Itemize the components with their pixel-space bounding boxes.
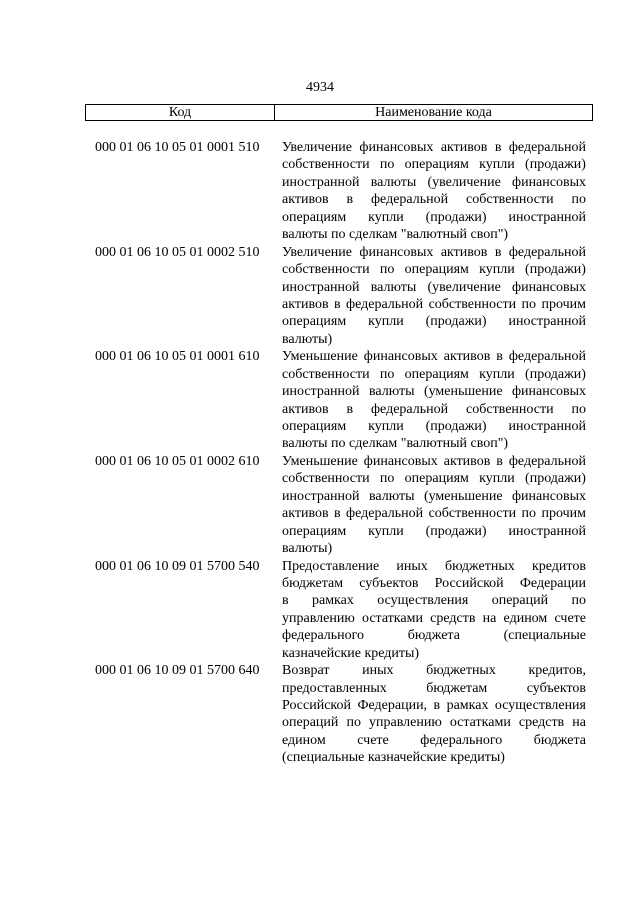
row-name-line: казначейские кредиты) — [282, 645, 420, 661]
column-header-name: Наименование кода — [375, 105, 492, 120]
row-name-line: собственности по операциям купли (продажи) — [282, 262, 586, 278]
row-name-line: иностранной валюты (уменьшение финансовых — [282, 488, 586, 504]
row-name-line: активов в федеральной собственности по — [282, 192, 586, 208]
table-row — [95, 558, 590, 663]
row-name-line: операций по управлению остатками средств на — [282, 715, 586, 731]
table-row — [95, 662, 590, 767]
row-name — [282, 662, 586, 767]
row-name-line: в рамках осуществления операций по — [282, 593, 586, 609]
table-header — [85, 104, 593, 121]
table-row — [95, 244, 590, 349]
row-name-line: операциям купли (продажи) иностранной — [282, 523, 586, 539]
row-name-line: собственности по операциям купли (продажи) — [282, 157, 586, 173]
row-name-line: едином счете федерального бюджета — [282, 732, 586, 748]
row-name-line: операциям купли (продажи) иностранной — [282, 209, 586, 225]
row-name-line: активов в федеральной собственности по — [282, 401, 586, 417]
row-name-line: активов в федеральной собственности по прочим — [282, 296, 586, 312]
table-row — [95, 348, 590, 453]
row-name-line: валюты по сделкам "валютный своп") — [282, 227, 509, 243]
row-code: 000 01 06 10 05 01 0001 610 — [95, 349, 260, 365]
row-name-line: управлению остатками средств на едином счете — [282, 610, 586, 626]
row-name-line: собственности по операциям купли (продажи) — [282, 366, 586, 382]
row-name-line: федерального бюджета (специальные — [282, 628, 586, 644]
row-name-line: бюджетам субъектов Российской Федерации — [282, 575, 586, 591]
row-code: 000 01 06 10 05 01 0002 510 — [95, 244, 260, 260]
row-name-line: операциям купли (продажи) иностранной — [282, 314, 586, 330]
row-name — [282, 453, 586, 558]
row-name-line: иностранной валюты (уменьшение финансовых — [282, 384, 586, 400]
table-row — [95, 453, 590, 558]
row-code: 000 01 06 10 09 01 5700 640 — [95, 663, 260, 679]
row-name — [282, 244, 586, 349]
row-name-line: Возврат иных бюджетных кредитов, — [282, 663, 586, 679]
row-name-line: Уменьшение финансовых активов в федеральной — [282, 349, 586, 365]
row-name-line: собственности по операциям купли (продажи) — [282, 471, 586, 487]
table-body — [95, 139, 590, 767]
row-name-line: валюты) — [282, 331, 333, 347]
row-name-line: Уменьшение финансовых активов в федеральной — [282, 453, 586, 469]
table-row — [95, 139, 590, 244]
row-name — [282, 348, 586, 453]
row-name-line: валюты) — [282, 541, 333, 557]
row-name-line: валюты по сделкам "валютный своп") — [282, 436, 509, 452]
row-name-line: иностранной валюты (увеличение финансовых — [282, 279, 586, 295]
column-header-code: Код — [86, 105, 275, 120]
row-name-line: (специальные казначейские кредиты) — [282, 750, 505, 766]
page-number: 4934 — [306, 80, 334, 95]
row-name-line: Увеличение финансовых активов в федеральной — [282, 140, 586, 155]
row-name-line: предоставленных бюджетам субъектов — [282, 680, 586, 696]
row-code: 000 01 06 10 05 01 0002 610 — [95, 453, 260, 469]
row-name-line: иностранной валюты (увеличение финансовых — [282, 174, 586, 190]
row-name-line: Увеличение финансовых активов в федеральной — [282, 244, 586, 260]
row-code: 000 01 06 10 05 01 0001 510 — [95, 140, 260, 155]
row-code: 000 01 06 10 09 01 5700 540 — [95, 558, 260, 574]
row-name-line: активов в федеральной собственности по прочим — [282, 506, 586, 522]
row-name — [282, 139, 586, 244]
row-name-line: Российской Федерации, в рамках осуществления — [282, 698, 586, 713]
row-name-line: операциям купли (продажи) иностранной — [282, 419, 586, 434]
row-name — [282, 558, 586, 663]
row-name-line: Предоставление иных бюджетных кредитов — [282, 558, 586, 574]
